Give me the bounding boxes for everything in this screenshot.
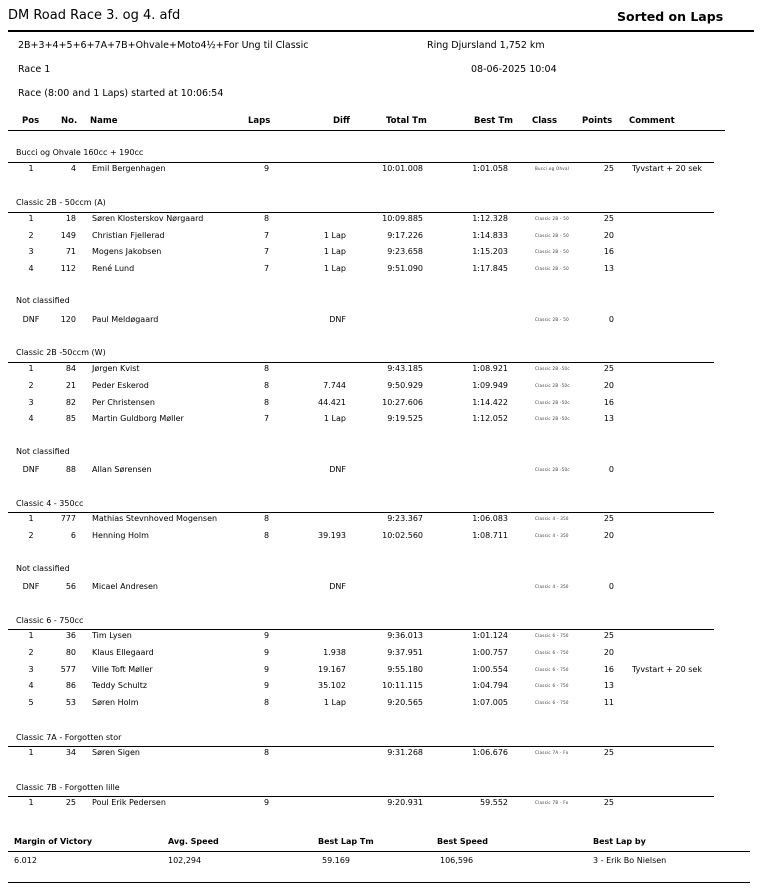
section-rule xyxy=(8,796,714,797)
cell-class: Classic 4 - 350 xyxy=(535,584,569,590)
cell-class: Classic 6 - 750 xyxy=(535,650,569,655)
cell-class: Classic 2B - 50 xyxy=(535,249,569,255)
cell-laps: 9 xyxy=(264,631,270,641)
summary-bestlap: 59.169 xyxy=(322,856,350,865)
section-title: Classic 4 - 350cc xyxy=(16,498,84,508)
cell-name: Henning Holm xyxy=(92,531,149,541)
cell-no: 25 xyxy=(65,798,76,808)
cell-points: 25 xyxy=(603,748,614,758)
cell-name: Poul Erik Pedersen xyxy=(92,798,166,808)
cell-points: 16 xyxy=(603,664,614,674)
summary-margin-label: Margin of Victory xyxy=(14,837,93,846)
col-laps: Laps xyxy=(248,116,271,126)
cell-class: Classic 2B - 50 xyxy=(535,215,569,221)
cell-no: 577 xyxy=(60,664,76,674)
cell-class: Classic 4 - 350 xyxy=(535,533,569,539)
cell-total: 9:23.367 xyxy=(387,514,423,524)
section-title: Bucci og Ohvale 160cc + 190cc xyxy=(16,148,144,157)
cell-points: 13 xyxy=(603,263,614,273)
cell-laps: 9 xyxy=(264,681,270,691)
cell-name: Teddy Schultz xyxy=(92,681,148,691)
cell-best: 1:06.083 xyxy=(472,514,508,524)
cell-pos: 3 xyxy=(28,397,34,407)
cell-best: 1:08.921 xyxy=(472,364,508,374)
cell-laps: 8 xyxy=(264,531,270,541)
cell-laps: 7 xyxy=(264,263,270,273)
cell-pos: DNF xyxy=(22,315,40,324)
cell-name: Allan Sørensen xyxy=(92,465,152,475)
track-info: Ring Djursland 1,752 km xyxy=(427,40,545,51)
cell-laps: 8 xyxy=(264,514,270,524)
cell-no: 34 xyxy=(65,748,76,758)
cell-pos: 4 xyxy=(28,263,34,273)
cell-points: 0 xyxy=(608,465,614,475)
cell-total: 9:31.268 xyxy=(387,748,423,758)
cell-laps: 9 xyxy=(264,648,270,657)
col-name: Name xyxy=(90,116,118,126)
summary-bestby: 3 - Erik Bo Nielsen xyxy=(593,856,667,865)
cell-no: 120 xyxy=(60,315,76,324)
cell-points: 13 xyxy=(603,414,614,424)
cell-total: 9:20.931 xyxy=(387,798,423,808)
cell-total: 10:11.115 xyxy=(382,681,423,691)
cell-pos: 1 xyxy=(28,163,34,173)
cell-name: Paul Meldøgaard xyxy=(92,315,159,324)
header-rule xyxy=(8,30,754,32)
cell-points: 25 xyxy=(603,798,614,808)
cell-name: Klaus Ellegaard xyxy=(92,648,154,657)
cell-diff: 1 Lap xyxy=(323,414,346,424)
cell-total: 9:43.185 xyxy=(387,364,423,374)
cell-diff: 39.193 xyxy=(318,531,346,541)
cell-points: 20 xyxy=(603,230,614,240)
section-rule xyxy=(8,512,714,513)
cell-class: Classic 2B -50c xyxy=(535,416,570,422)
summary-avg-label: Avg. Speed xyxy=(168,837,219,846)
col-no: No. xyxy=(61,116,78,126)
cell-name: Mogens Jakobsen xyxy=(92,247,162,257)
summary-bestspeed-label: Best Speed xyxy=(437,837,488,846)
section-rule xyxy=(8,746,714,747)
cell-class: Classic 6 - 750 xyxy=(535,700,569,706)
cell-diff: DNF xyxy=(329,582,346,592)
section-title: Classic 7B - Forgotten lille xyxy=(16,782,120,792)
cell-pos: 2 xyxy=(28,648,34,657)
cell-no: 71 xyxy=(65,247,76,257)
summary-margin: 6.012 xyxy=(14,856,37,865)
cell-name: Mathias Stevnhoved Mogensen xyxy=(92,514,218,524)
cell-best: 1:12.328 xyxy=(472,213,508,223)
cell-laps: 9 xyxy=(264,664,270,674)
cell-no: 82 xyxy=(65,397,76,407)
cell-diff: 1 Lap xyxy=(323,698,346,708)
cell-class: Classic 6 - 750 xyxy=(535,683,569,689)
cell-total: 9:19.525 xyxy=(387,414,423,424)
cell-comment: Tyvstart + 20 sek xyxy=(632,163,702,173)
cell-pos: 3 xyxy=(28,247,34,257)
col-best: Best Tm xyxy=(474,116,513,126)
cell-name: Tim Lysen xyxy=(92,631,132,641)
cell-name: Micael Andresen xyxy=(92,582,158,592)
footer-rule xyxy=(8,882,750,883)
cell-best: 1:15.203 xyxy=(472,247,508,257)
cell-pos: 4 xyxy=(28,414,34,424)
cell-class: Classic 2B -50c xyxy=(535,366,570,372)
cell-name: Per Christensen xyxy=(92,397,155,407)
cell-total: 9:51.090 xyxy=(387,263,423,273)
summary-bestspeed: 106,596 xyxy=(440,856,474,865)
cell-no: 88 xyxy=(65,465,76,475)
cell-diff: 1 Lap xyxy=(323,263,346,273)
cell-points: 11 xyxy=(603,698,614,708)
cell-pos: 2 xyxy=(28,380,34,390)
cell-diff: 44.421 xyxy=(318,397,346,407)
cell-name: Søren Sigen xyxy=(92,748,140,758)
section-rule xyxy=(8,629,714,630)
cell-laps: 8 xyxy=(264,213,270,223)
cell-laps: 8 xyxy=(264,748,270,758)
section-title: Classic 7A - Forgotten stor xyxy=(16,732,122,742)
cell-points: 25 xyxy=(603,631,614,641)
cell-no: 777 xyxy=(60,514,76,524)
cell-class: Classic 7A - Fo xyxy=(535,750,569,756)
cell-points: 20 xyxy=(603,531,614,541)
cell-class: Classic 7B - Fo xyxy=(535,800,569,806)
sort-label: Sorted on Laps xyxy=(617,9,724,24)
cell-best: 1:14.422 xyxy=(472,397,508,407)
cell-name: Peder Eskerod xyxy=(92,380,149,390)
section-title: Classic 2B - 50ccm (A) xyxy=(16,198,106,208)
cell-total: 9:55.180 xyxy=(387,664,423,674)
cell-name: Martin Guldborg Møller xyxy=(92,414,184,424)
cell-no: 84 xyxy=(65,364,76,374)
cell-laps: 8 xyxy=(264,397,270,407)
cell-no: 86 xyxy=(65,681,76,691)
cell-diff: 1 Lap xyxy=(323,247,346,257)
cell-best: 1:06.676 xyxy=(472,748,508,758)
cell-no: 149 xyxy=(60,230,76,240)
section-rule xyxy=(8,362,714,363)
cell-class: Bucci og Ohval xyxy=(535,165,570,171)
cell-class: Classic 2B -50c xyxy=(535,467,570,473)
summary-rule xyxy=(8,851,750,852)
cell-best: 1:04.794 xyxy=(472,681,508,691)
cell-best: 1:14.833 xyxy=(472,230,508,240)
cell-points: 25 xyxy=(603,213,614,223)
cell-pos: 1 xyxy=(28,631,34,641)
cell-laps: 8 xyxy=(264,380,270,390)
cell-no: 4 xyxy=(70,163,76,173)
cell-name: René Lund xyxy=(92,263,135,273)
cell-total: 10:27.606 xyxy=(382,397,423,407)
cell-pos: 2 xyxy=(28,230,34,240)
cell-diff: DNF xyxy=(329,465,346,475)
cell-best: 1:12.052 xyxy=(472,414,508,424)
cell-diff: 19.167 xyxy=(318,664,346,674)
not-classified-label: Not classified xyxy=(16,446,70,456)
cell-total: 9:37.951 xyxy=(387,648,423,657)
cell-best: 1:17.845 xyxy=(472,263,508,273)
cell-points: 25 xyxy=(603,514,614,524)
cell-pos: 1 xyxy=(28,213,34,223)
cell-total: 9:17.226 xyxy=(387,230,423,240)
col-points: Points xyxy=(582,116,613,126)
cell-points: 0 xyxy=(608,315,614,324)
cell-points: 16 xyxy=(603,397,614,407)
cell-class: Classic 2B -50c xyxy=(535,399,570,405)
cell-pos: 1 xyxy=(28,514,34,524)
cell-points: 25 xyxy=(603,364,614,374)
cell-pos: DNF xyxy=(22,465,40,475)
cell-class: Classic 2B - 50 xyxy=(535,265,569,271)
cell-name: Emil Bergenhagen xyxy=(92,163,166,173)
col-class: Class xyxy=(532,116,558,126)
cell-best: 1:08.711 xyxy=(472,531,508,541)
cell-class: Classic 2B - 50 xyxy=(535,317,569,322)
summary-bestlap-label: Best Lap Tm xyxy=(318,837,374,846)
cell-diff: DNF xyxy=(329,315,346,324)
cell-laps: 9 xyxy=(264,163,270,173)
cell-best: 1:09.949 xyxy=(472,380,508,390)
cell-no: 6 xyxy=(70,531,76,541)
col-diff: Diff xyxy=(333,116,350,126)
cell-class: Classic 6 - 750 xyxy=(535,666,569,672)
cell-best: 59.552 xyxy=(480,798,508,808)
cell-laps: 7 xyxy=(264,247,270,257)
report-title: DM Road Race 3. og 4. afd xyxy=(8,8,181,23)
cell-total: 10:02.560 xyxy=(382,531,423,541)
summary-bestby-label: Best Lap by xyxy=(593,837,646,846)
cell-diff: 35.102 xyxy=(318,681,346,691)
cell-best: 1:07.005 xyxy=(472,698,508,708)
cell-total: 9:23.658 xyxy=(387,247,423,257)
cell-points: 20 xyxy=(603,648,614,657)
race-datetime: 08-06-2025 10:04 xyxy=(471,64,557,75)
cell-total: 10:01.008 xyxy=(382,163,423,173)
cell-name: Ville Toft Møller xyxy=(92,664,153,674)
cell-points: 20 xyxy=(603,380,614,390)
cell-diff: 1.938 xyxy=(323,648,346,657)
cell-no: 85 xyxy=(65,414,76,424)
section-title: Classic 2B -50ccm (W) xyxy=(16,348,106,358)
cell-no: 36 xyxy=(65,631,76,641)
cell-class: Classic 2B -50c xyxy=(535,382,570,388)
col-total: Total Tm xyxy=(386,116,427,126)
section-title: Classic 6 - 750cc xyxy=(16,615,84,625)
cell-class: Classic 4 - 350 xyxy=(535,516,569,522)
cell-points: 25 xyxy=(603,163,614,173)
cell-comment: Tyvstart + 20 sek xyxy=(632,664,702,674)
cell-total: 9:20.565 xyxy=(387,698,423,708)
cell-no: 21 xyxy=(65,380,76,390)
section-rule xyxy=(8,162,714,163)
cell-pos: 1 xyxy=(28,748,34,758)
cell-points: 0 xyxy=(608,582,614,592)
cell-class: Classic 6 - 750 xyxy=(535,633,569,639)
col-pos: Pos xyxy=(22,116,40,126)
cell-pos: 1 xyxy=(28,798,34,808)
cell-points: 13 xyxy=(603,681,614,691)
cell-laps: 9 xyxy=(264,798,270,808)
not-classified-label: Not classified xyxy=(16,296,70,306)
cell-no: 80 xyxy=(65,648,76,657)
cell-best: 1:00.554 xyxy=(472,664,508,674)
cell-no: 56 xyxy=(65,582,76,592)
cell-pos: 1 xyxy=(28,364,34,374)
cell-name: Søren Klosterskov Nørgaard xyxy=(92,213,204,223)
cell-diff: 7.744 xyxy=(323,380,346,390)
cell-laps: 8 xyxy=(264,698,270,708)
cell-pos: 3 xyxy=(28,664,34,674)
cell-no: 112 xyxy=(60,263,76,273)
cell-total: 10:09.885 xyxy=(382,213,423,223)
column-header-rule xyxy=(8,130,725,131)
cell-name: Christian Fjellerad xyxy=(92,230,165,240)
cell-laps: 7 xyxy=(264,230,270,240)
cell-laps: 8 xyxy=(264,364,270,374)
cell-best: 1:01.058 xyxy=(472,163,508,173)
cell-total: 9:50.929 xyxy=(387,380,423,390)
cell-best: 1:00.757 xyxy=(472,648,508,657)
col-comment: Comment xyxy=(629,116,675,126)
cell-points: 16 xyxy=(603,247,614,257)
cell-total: 9:36.013 xyxy=(387,631,423,641)
cell-no: 18 xyxy=(65,213,76,223)
cell-pos: 4 xyxy=(28,681,34,691)
race-name: Race 1 xyxy=(18,64,51,75)
race-info: Race (8:00 and 1 Laps) started at 10:06:54 xyxy=(18,88,224,99)
cell-name: Søren Holm xyxy=(92,698,139,708)
classes-line: 2B+3+4+5+6+7A+7B+Ohvale+Moto4½+For Ung til Classic xyxy=(18,40,309,51)
cell-diff: 1 Lap xyxy=(323,230,346,240)
cell-name: Jørgen Kvist xyxy=(92,364,140,374)
cell-laps: 7 xyxy=(264,414,270,424)
cell-pos: DNF xyxy=(22,582,40,592)
cell-pos: 5 xyxy=(28,698,34,708)
cell-no: 53 xyxy=(65,698,76,708)
cell-class: Classic 2B - 50 xyxy=(535,232,569,238)
cell-pos: 2 xyxy=(28,531,34,541)
summary-avg: 102,294 xyxy=(168,856,202,865)
not-classified-label: Not classified xyxy=(16,563,70,573)
cell-best: 1:01.124 xyxy=(472,631,508,641)
section-rule xyxy=(8,212,714,213)
